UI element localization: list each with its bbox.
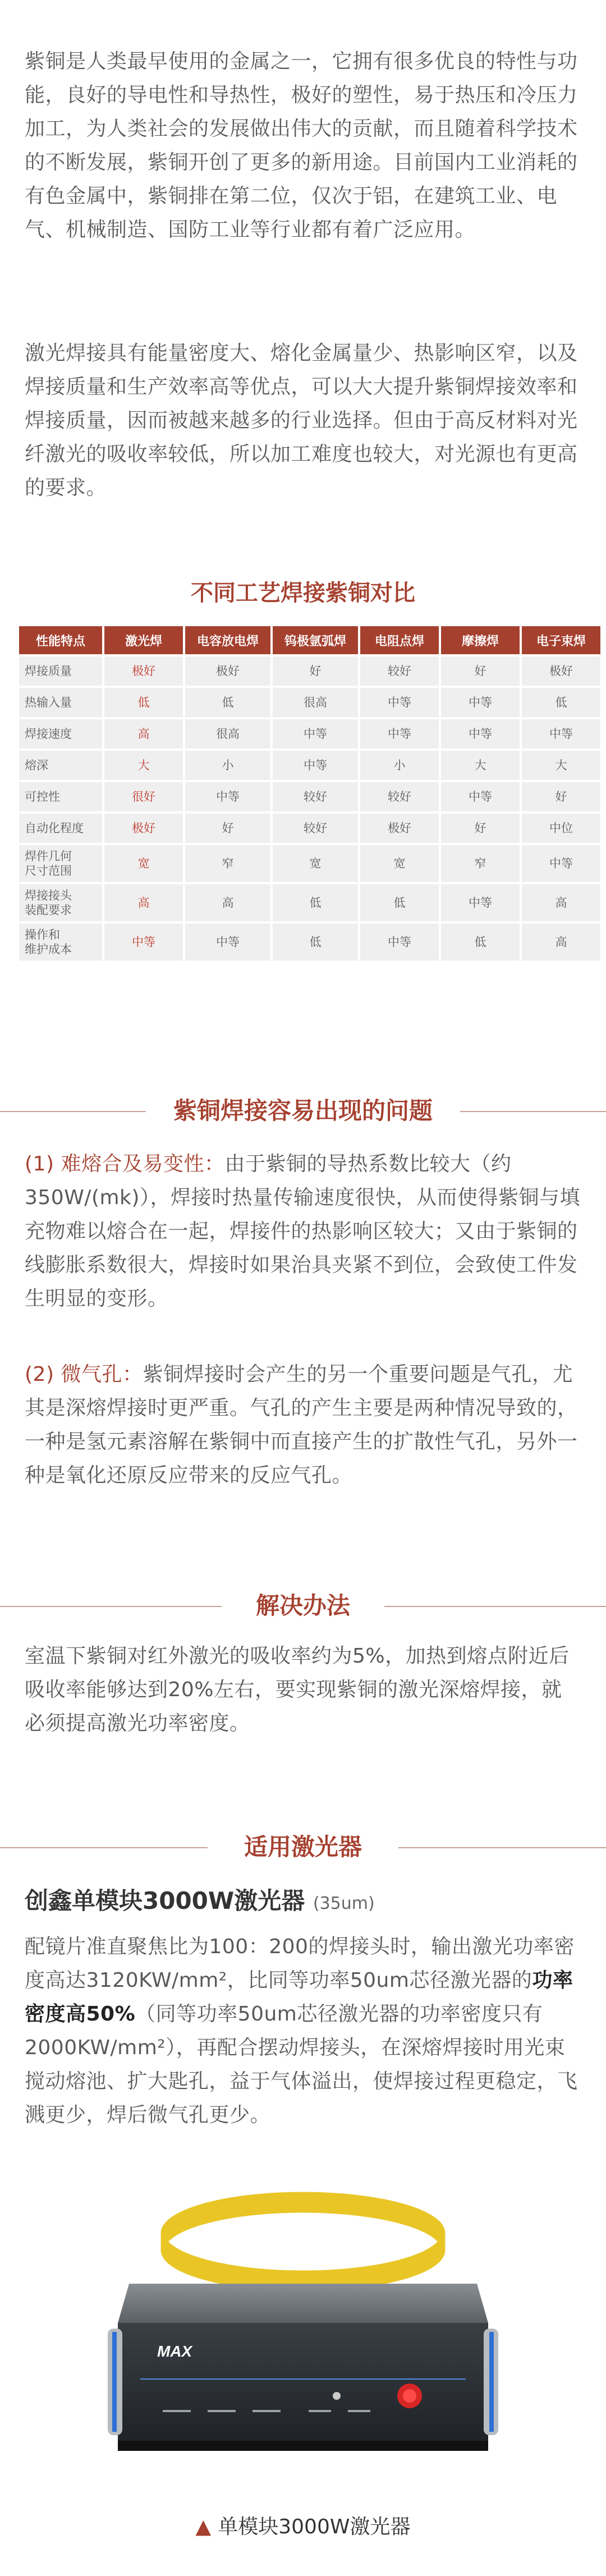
table-header-cell: 电子束焊	[522, 626, 600, 654]
fiber-coil	[163, 2194, 443, 2289]
table-cell: 低	[360, 884, 439, 921]
comparison-table	[17, 624, 603, 963]
table-cell: 中等	[273, 751, 358, 780]
table-cell: 低	[185, 688, 270, 717]
table-cell: 宽	[273, 845, 358, 882]
problem-2-text: 紫铜焊接时会产生的另一个重要问题是气孔，尤其是深熔焊接时更严重。气孔的产生主要是两种情况导致的，一种是氢元素溶解在紫铜中而直接产生的扩散性气孔，另外一种是氧化还原反应带来的反应气孔。	[25, 1363, 578, 1487]
table-cell: 高	[104, 719, 183, 749]
table-header-cell: 激光焊	[104, 626, 183, 654]
table-cell: 大	[522, 751, 600, 780]
table-header-cell: 性能特点	[19, 626, 102, 654]
table-row	[19, 719, 600, 749]
product-text-b: （同等功率50um芯径激光器的功率密度只有2000KW/mm²），再配合摆动焊接头，在深熔焊接时用光束搅动熔池、扩大匙孔，益于气体溢出，使焊接过程更稳定，飞溅更少，焊后微气孔更少。	[25, 2003, 578, 2127]
triangle-icon: ▲	[195, 2515, 212, 2538]
table-cell: 大	[104, 751, 183, 780]
solution-title: 解决办法	[255, 1592, 350, 1619]
table-cell: 中等	[104, 924, 183, 961]
table-row	[19, 688, 600, 717]
laser-section-header	[0, 1830, 606, 1864]
solution-paragraph: 室温下紫铜对红外激光的吸收率约为5%，加热到熔点附近后吸收率能够达到20%左右，要实现紫铜的激光深熔焊接，就必须提高激光功率密度。	[25, 1645, 570, 1735]
intro-paragraph-2: 激光焊接具有能量密度大、熔化金属量少、热影响区窄，以及焊接质量和生产效率高等优点，可以大大提升紫铜焊接效率和焊接质量，因而被越来越多的行业选择。但由于高反材料对光纤激光的吸收率较低，所以加工难度也较大，对光源也有更高的要求。	[25, 342, 578, 499]
table-cell: 很高	[273, 688, 358, 717]
brand-logo: MAX	[157, 2343, 192, 2360]
table-cell: 好	[185, 814, 270, 843]
table-cell: 低	[441, 924, 520, 961]
table-row	[19, 845, 600, 882]
table-cell: 高	[185, 884, 270, 921]
table-row	[19, 751, 600, 780]
product-description	[25, 1930, 581, 2132]
table-cell: 中等	[522, 845, 600, 882]
table-cell: 极好	[104, 814, 183, 843]
table-cell: 较好	[360, 656, 439, 686]
table-cell: 中等	[441, 782, 520, 811]
table-cell: 较好	[273, 782, 358, 811]
table-cell: 很好	[104, 782, 183, 811]
table-cell: 极好	[360, 814, 439, 843]
table-cell: 高	[104, 884, 183, 921]
problem-1-paragraph	[25, 1147, 581, 1316]
table-row	[19, 782, 600, 811]
table-header-cell: 摩擦焊	[441, 626, 520, 654]
divider-right	[384, 1606, 606, 1607]
table-cell: 中等	[273, 719, 358, 749]
table-cell: 好	[441, 656, 520, 686]
table-cell: 极好	[522, 656, 600, 686]
laser-machine-image	[95, 2188, 511, 2480]
table-cell: 窄	[441, 845, 520, 882]
solution-section-header	[0, 1589, 606, 1623]
table-cell: 很高	[185, 719, 270, 749]
table-cell: 中等	[441, 688, 520, 717]
table-cell: 中等	[522, 719, 600, 749]
table-cell: 中等	[360, 688, 439, 717]
table-row	[19, 656, 600, 686]
problem-1-label: (1) 难熔合及易变性：	[25, 1152, 225, 1175]
table-cell: 较好	[273, 814, 358, 843]
caption-text: 单模块3000W激光器	[218, 2515, 411, 2538]
comparison-title: 不同工艺焊接紫铜对比	[191, 580, 415, 606]
table-header-cell: 电容放电焊	[185, 626, 270, 654]
product-name: 创鑫单模块3000W激光器	[25, 1887, 305, 1914]
table-cell: 低	[104, 688, 183, 717]
row-label-cell: 焊接接头 装配要求	[19, 884, 102, 921]
table-row	[19, 924, 600, 961]
row-label-cell: 焊接速度	[19, 719, 102, 749]
table-cell: 中等	[360, 924, 439, 961]
table-cell: 大	[441, 751, 520, 780]
image-caption	[0, 2511, 606, 2540]
table-cell: 极好	[104, 656, 183, 686]
table-cell: 低	[273, 884, 358, 921]
table-cell: 中等	[360, 719, 439, 749]
table-cell: 极好	[185, 656, 270, 686]
product-text-a: 配镜片准直聚焦比为100：200的焊接头时，输出激光功率密度高达3120KW/mm²，比同等功率50um芯径激光器的	[25, 1935, 575, 1992]
problems-section-header	[0, 1094, 606, 1128]
table-header-row	[19, 626, 600, 654]
row-label-cell: 热输入量	[19, 688, 102, 717]
row-label-cell: 可控性	[19, 782, 102, 811]
intro-paragraph-1: 紫铜是人类最早使用的金属之一，它拥有很多优良的特性与功能，良好的导电性和导热性，极好的塑性，易于热压和冷压力加工，为人类社会的发展做出伟大的贡献，而且随着科学技术的不断发展，紫铜开创了更多的新用途。目前国内工业消耗的有色金属中，紫铜排在第二位，仅次于铝，在建筑工业、电气、机械制造、国防工业等行业都有着广泛应用。	[25, 50, 578, 241]
table-cell: 中位	[522, 814, 600, 843]
problem-1-text: 由于紫铜的导热系数比较大（约350W/(mk)），焊接时热量传输速度很快，从而使得紫铜与填充物难以熔合在一起，焊接件的热影响区较大；又由于紫铜的线膨胀系数很大，焊接时如果治具夹紧不到位，会致使工件发生明显的变形。	[25, 1152, 580, 1310]
divider-right	[460, 1111, 606, 1112]
row-label-cell: 自动化程度	[19, 814, 102, 843]
row-label-cell: 焊件几何 尺寸范围	[19, 845, 102, 882]
product-subtitle: (35um)	[313, 1894, 375, 1913]
table-cell: 低	[273, 924, 358, 961]
table-cell: 低	[522, 688, 600, 717]
table-row	[19, 884, 600, 921]
table-cell: 高	[522, 884, 600, 921]
laser-title: 适用激光器	[244, 1833, 362, 1861]
table-row	[19, 814, 600, 843]
table-cell: 较好	[360, 782, 439, 811]
problem-2-label: (2) 微气孔：	[25, 1363, 143, 1386]
table-cell: 好	[441, 814, 520, 843]
table-header-cell: 钨极氩弧焊	[273, 626, 358, 654]
table-cell: 小	[185, 751, 270, 780]
table-cell: 宽	[104, 845, 183, 882]
table-cell: 高	[522, 924, 600, 961]
product-title	[25, 1882, 375, 1916]
row-label-cell: 熔深	[19, 751, 102, 780]
problem-2-paragraph	[25, 1358, 581, 1493]
table-cell: 宽	[360, 845, 439, 882]
table-cell: 中等	[441, 884, 520, 921]
row-label-cell: 焊接质量	[19, 656, 102, 686]
table-cell: 中等	[441, 719, 520, 749]
table-header-cell: 电阻点焊	[360, 626, 439, 654]
problems-title: 紫铜焊接容易出现的问题	[173, 1097, 433, 1124]
table-cell: 中等	[185, 924, 270, 961]
divider-right	[398, 1847, 606, 1848]
product-text-bold: 功率密度高50%	[25, 1969, 573, 2026]
table-cell: 好	[273, 656, 358, 686]
table-cell: 窄	[185, 845, 270, 882]
row-label-cell: 操作和 维护成本	[19, 924, 102, 961]
table-cell: 小	[360, 751, 439, 780]
table-cell: 好	[522, 782, 600, 811]
table-cell: 中等	[185, 782, 270, 811]
